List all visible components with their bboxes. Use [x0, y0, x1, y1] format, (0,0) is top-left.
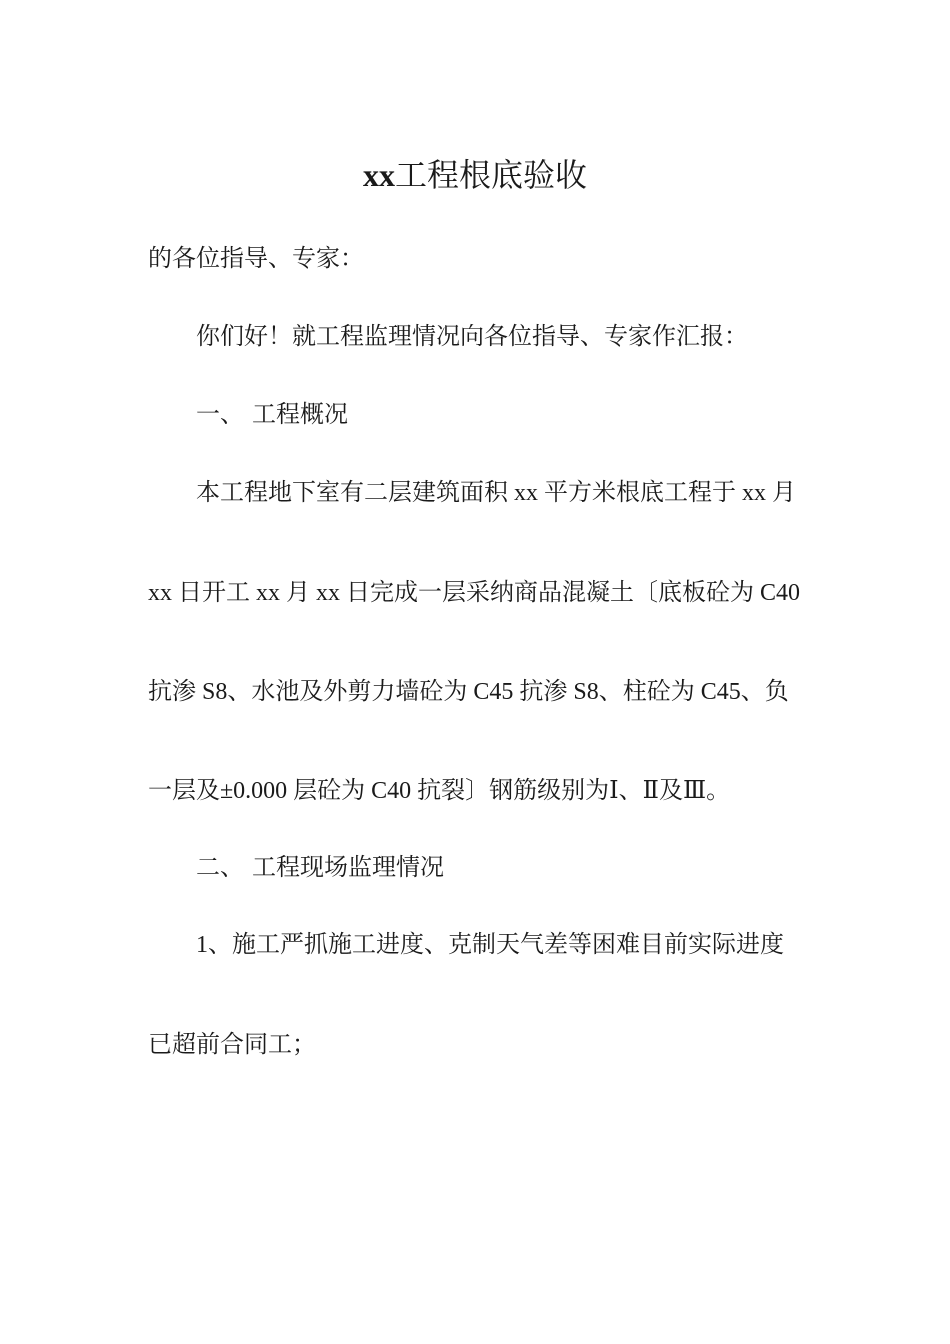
greeting-paragraph: 你们好！就工程监理情况向各位指导、专家作汇报：: [196, 324, 748, 350]
section-heading-2: [196, 853, 444, 883]
section-number: 二、: [196, 855, 244, 881]
overview-line: 抗渗 S8、水池及外剪力墙砼为 C45 抗渗 S8、柱砼为 C45、负: [148, 679, 789, 705]
salutation: 的各位指导、专家：: [148, 246, 364, 272]
item-line: 1、施工严抓施工进度、克制天气差等困难目前实际进度: [196, 932, 784, 958]
section-label: 工程概况: [252, 402, 348, 428]
title-prefix: xx: [362, 157, 395, 193]
document-title: [0, 156, 950, 194]
overview-line: xx 日开工 xx 月 xx 日完成一层采纳商品混凝土〔底板砼为 C40: [148, 580, 801, 606]
section-number: 一、: [196, 402, 244, 428]
overview-line: 本工程地下室有二层建筑面积 xx 平方米根底工程于 xx 月: [196, 480, 796, 506]
section-heading-1: [196, 400, 348, 430]
item-line: 已超前合同工；: [148, 1032, 316, 1058]
title-rest: 工程根底验收: [394, 157, 587, 193]
overview-line: 一层及±0.000 层砼为 C40 抗裂〕钢筋级别为Ⅰ、Ⅱ及Ⅲ。: [148, 778, 731, 804]
section-label: 工程现场监理情况: [252, 855, 444, 881]
